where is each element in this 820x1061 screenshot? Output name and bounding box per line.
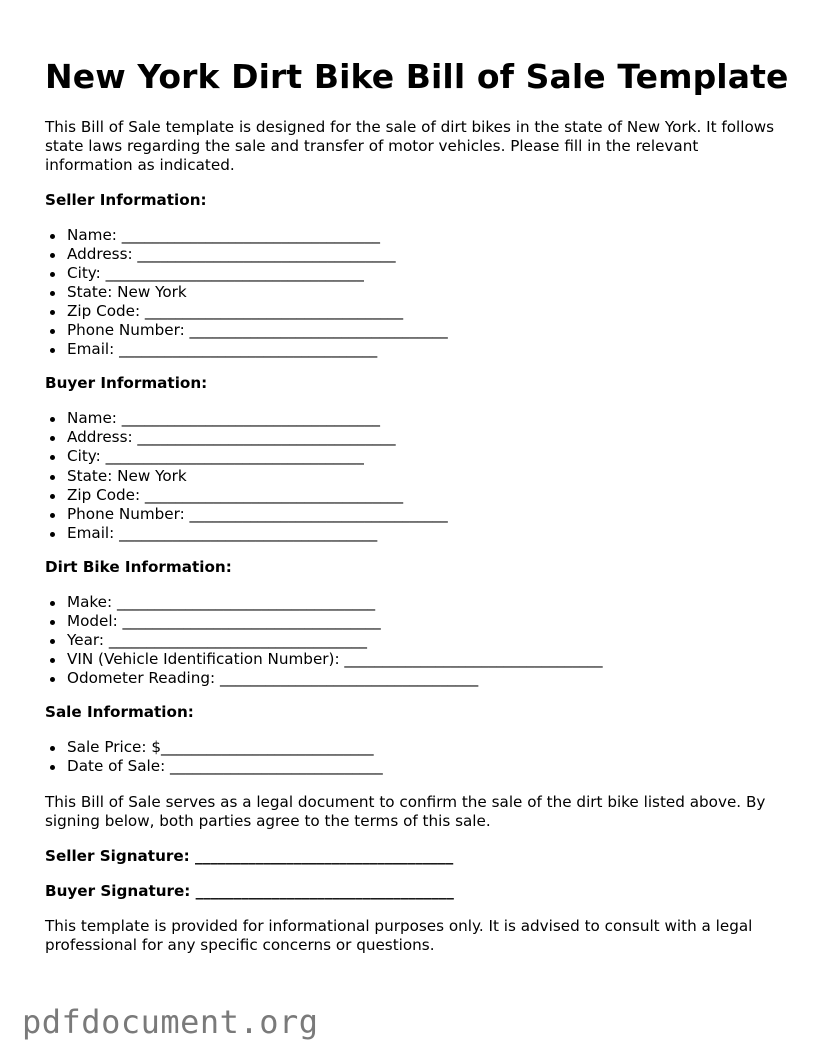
- bike-heading: Dirt Bike Information:: [45, 557, 232, 576]
- seller-phone-field: Phone Number: __________________________________: [67, 321, 785, 340]
- seller-heading: Seller Information:: [45, 190, 207, 209]
- bike-odometer-field: Odometer Reading: __________________________________: [67, 669, 785, 688]
- bike-vin-field: VIN (Vehicle Identification Number): __________________________________: [67, 650, 785, 669]
- document-page: [45, 0, 789, 955]
- buyer-city-field: City: __________________________________: [67, 447, 785, 466]
- seller-zip-field: Zip Code: __________________________________: [67, 302, 785, 321]
- seller-name-field: Name: __________________________________: [67, 226, 785, 245]
- seller-address-field: Address: __________________________________: [67, 245, 785, 264]
- buyer-state-field: State: New York: [67, 467, 785, 486]
- bike-list: [45, 593, 785, 688]
- buyer-list: [45, 409, 785, 543]
- closing-paragraph: This Bill of Sale serves as a legal document to confirm the sale of the dirt bike listed above. By signing below, both parties agree to the terms of this sale.: [45, 792, 766, 830]
- buyer-address-field: Address: __________________________________: [67, 428, 785, 447]
- seller-signature-line: Seller Signature: __________________________________: [45, 846, 454, 865]
- sale-date-field: Date of Sale: ____________________________: [67, 757, 785, 776]
- sale-list: [45, 738, 785, 776]
- seller-city-field: City: __________________________________: [67, 264, 785, 283]
- buyer-email-field: Email: __________________________________: [67, 524, 785, 543]
- seller-state-field: State: New York: [67, 283, 785, 302]
- intro-paragraph: This Bill of Sale template is designed for the sale of dirt bikes in the state of New York. It follows state laws regarding the sale and transfer of motor vehicles. Please fill in the relevant information as indicated.: [45, 118, 775, 175]
- disclaimer-paragraph: This template is provided for informational purposes only. It is advised to consult with a legal professional for any specific concerns or questions.: [45, 916, 753, 955]
- watermark-text: pdfdocument.org: [22, 1003, 319, 1041]
- sale-price-field: Sale Price: $____________________________: [67, 738, 785, 757]
- bike-make-field: Make: __________________________________: [67, 593, 785, 612]
- document-title: New York Dirt Bike Bill of Sale Template: [45, 57, 789, 96]
- bike-model-field: Model: __________________________________: [67, 612, 785, 631]
- buyer-name-field: Name: __________________________________: [67, 409, 785, 428]
- bike-year-field: Year: __________________________________: [67, 631, 785, 650]
- buyer-signature-line: Buyer Signature: __________________________________: [45, 881, 454, 900]
- buyer-phone-field: Phone Number: __________________________________: [67, 505, 785, 524]
- buyer-heading: Buyer Information:: [45, 374, 208, 393]
- buyer-zip-field: Zip Code: __________________________________: [67, 486, 785, 505]
- seller-email-field: Email: __________________________________: [67, 340, 785, 359]
- sale-heading: Sale Information:: [45, 703, 194, 722]
- seller-list: [45, 226, 785, 360]
